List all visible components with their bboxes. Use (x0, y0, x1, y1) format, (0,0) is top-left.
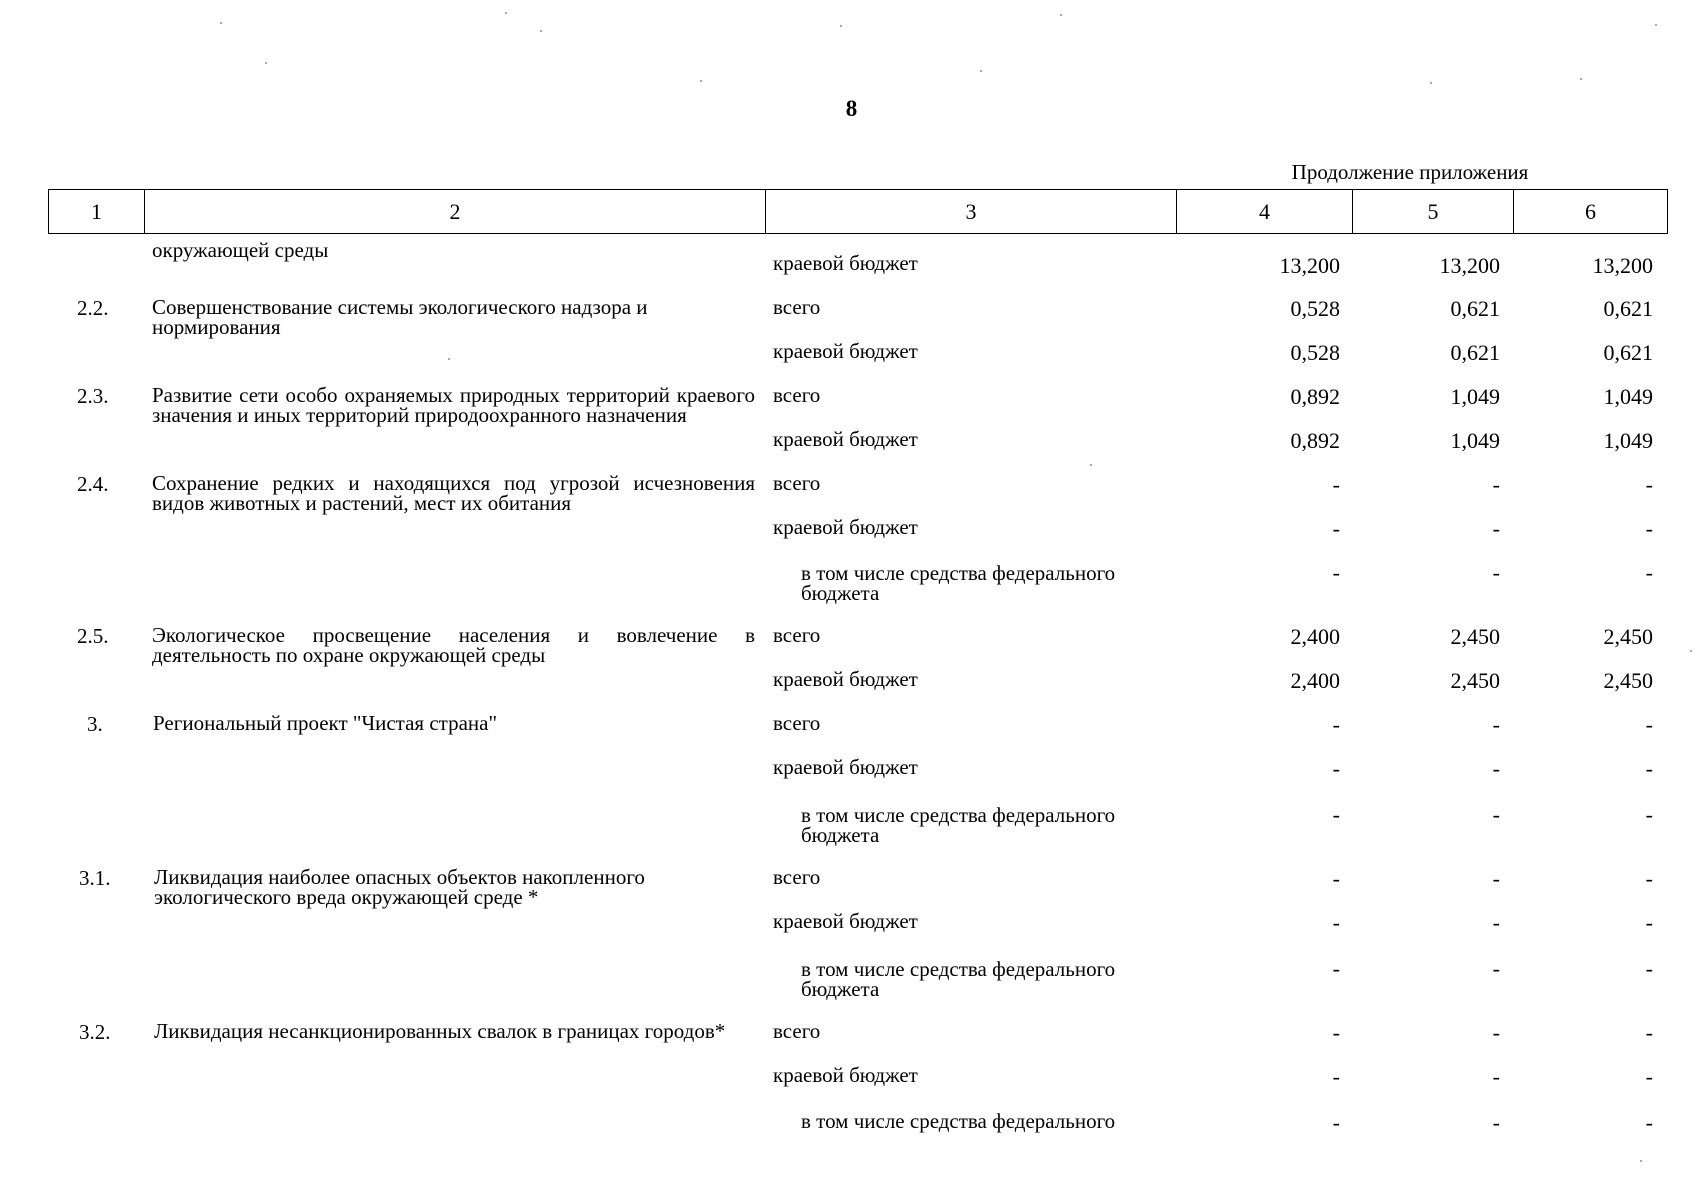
value-col-5: 1,049 (1450, 428, 1500, 453)
value-col-4: 2,400 (1290, 624, 1340, 649)
header-col-1: 1 (49, 190, 145, 234)
value-col-5: - (1492, 756, 1500, 781)
value-col-4: 0,892 (1290, 384, 1340, 409)
budget-type: всего (773, 1019, 821, 1043)
budget-type-federal: в том числе средства федерального бюджета (801, 561, 1116, 605)
value-col-5: 2,450 (1450, 668, 1500, 693)
value-col-4: - (1332, 956, 1340, 981)
row-number: 3.2. (79, 1020, 111, 1044)
value-col-4: 0,528 (1290, 296, 1340, 321)
value-col-4: - (1332, 802, 1340, 827)
value-col-4: 2,400 (1290, 668, 1340, 693)
budget-type-federal: в том числе средства федерального (801, 1109, 1116, 1133)
value-col-6: - (1645, 516, 1653, 541)
row-name: окружающей среды (152, 238, 329, 262)
row-number: 3.1. (79, 866, 111, 890)
budget-type: всего (773, 711, 821, 735)
row-number: 2.2. (77, 296, 109, 320)
value-col-6: 1,049 (1603, 384, 1653, 409)
value-col-5: - (1492, 516, 1500, 541)
row-name: Ликвидация несанкционированных свалок в границах городов* (154, 1019, 726, 1043)
value-col-5: - (1492, 802, 1500, 827)
value-col-5: - (1492, 712, 1500, 737)
value-col-6: - (1645, 910, 1653, 935)
value-col-4: 13,200 (1279, 253, 1340, 278)
value-col-5: 1,049 (1450, 384, 1500, 409)
value-col-6: 13,200 (1592, 253, 1653, 278)
value-col-5: 0,621 (1450, 296, 1500, 321)
header-col-5: 5 (1353, 190, 1514, 234)
value-col-4: - (1332, 712, 1340, 737)
value-col-6: 2,450 (1603, 624, 1653, 649)
budget-type: краевой бюджет (773, 427, 918, 451)
value-col-6: - (1645, 560, 1653, 585)
value-col-4: - (1332, 560, 1340, 585)
value-col-6: - (1645, 802, 1653, 827)
row-name: Экологическое просвещение населения и вовлечение в деятельность по охране окружающей среды (152, 623, 755, 667)
value-col-5: - (1492, 1110, 1500, 1135)
budget-type: всего (773, 295, 821, 319)
continuation-title: Продолжение приложения (1291, 160, 1529, 184)
budget-type: краевой бюджет (773, 1063, 918, 1087)
value-col-5: - (1492, 956, 1500, 981)
row-name: Ликвидация наиболее опасных объектов накопленного экологического вреда окружающей среде * (154, 865, 645, 909)
budget-type: всего (773, 383, 821, 407)
value-col-6: 0,621 (1603, 340, 1653, 365)
row-number: 2.3. (77, 384, 109, 408)
budget-type: краевой бюджет (773, 515, 918, 539)
value-col-4: - (1332, 756, 1340, 781)
value-col-6: - (1645, 712, 1653, 737)
value-col-4: - (1332, 516, 1340, 541)
header-col-6: 6 (1514, 190, 1668, 234)
value-col-6: - (1645, 956, 1653, 981)
value-col-5: - (1492, 866, 1500, 891)
value-col-4: - (1332, 866, 1340, 891)
page-number: 8 (845, 96, 858, 121)
budget-type: всего (773, 623, 821, 647)
value-col-5: 2,450 (1450, 624, 1500, 649)
budget-type: краевой бюджет (773, 251, 918, 275)
value-col-5: - (1492, 560, 1500, 585)
value-col-5: 0,621 (1450, 340, 1500, 365)
value-col-6: - (1645, 1064, 1653, 1089)
budget-type: краевой бюджет (773, 755, 918, 779)
value-col-6: - (1645, 756, 1653, 781)
value-col-5: - (1492, 472, 1500, 497)
value-col-4: - (1332, 472, 1340, 497)
table-header (48, 189, 1668, 234)
row-number: 2.4. (77, 472, 109, 496)
header-col-3: 3 (766, 190, 1177, 234)
value-col-4: 0,528 (1290, 340, 1340, 365)
value-col-6: - (1645, 472, 1653, 497)
row-name: Региональный проект "Чистая страна" (153, 711, 498, 735)
row-name: Совершенствование системы экологического надзора и нормирования (152, 295, 648, 339)
value-col-6: - (1645, 1110, 1653, 1135)
row-name: Сохранение редких и находящихся под угрозой исчезновения видов животных и растений, мест их обитания (152, 471, 755, 515)
value-col-4: - (1332, 1110, 1340, 1135)
value-col-4: - (1332, 910, 1340, 935)
budget-type: краевой бюджет (773, 909, 918, 933)
row-number: 3. (87, 712, 103, 736)
value-col-4: - (1332, 1064, 1340, 1089)
value-col-6: - (1645, 866, 1653, 891)
budget-type: краевой бюджет (773, 667, 918, 691)
value-col-5: - (1492, 1020, 1500, 1045)
header-row (49, 190, 1668, 234)
header-col-4: 4 (1177, 190, 1353, 234)
value-col-5: - (1492, 1064, 1500, 1089)
value-col-5: - (1492, 910, 1500, 935)
value-col-6: 1,049 (1603, 428, 1653, 453)
row-name: Развитие сети особо охраняемых природных территорий краевого значения и иных территорий природоохранного назначения (152, 383, 755, 427)
value-col-6: 0,621 (1603, 296, 1653, 321)
value-col-5: 13,200 (1439, 253, 1500, 278)
budget-type: всего (773, 865, 821, 889)
header-col-2: 2 (145, 190, 766, 234)
budget-type: краевой бюджет (773, 339, 918, 363)
value-col-6: 2,450 (1603, 668, 1653, 693)
value-col-6: - (1645, 1020, 1653, 1045)
value-col-4: - (1332, 1020, 1340, 1045)
budget-type: всего (773, 471, 821, 495)
budget-type-federal: в том числе средства федерального бюджета (801, 957, 1116, 1001)
budget-type-federal: в том числе средства федерального бюджета (801, 803, 1116, 847)
row-number: 2.5. (77, 624, 109, 648)
value-col-4: 0,892 (1290, 428, 1340, 453)
